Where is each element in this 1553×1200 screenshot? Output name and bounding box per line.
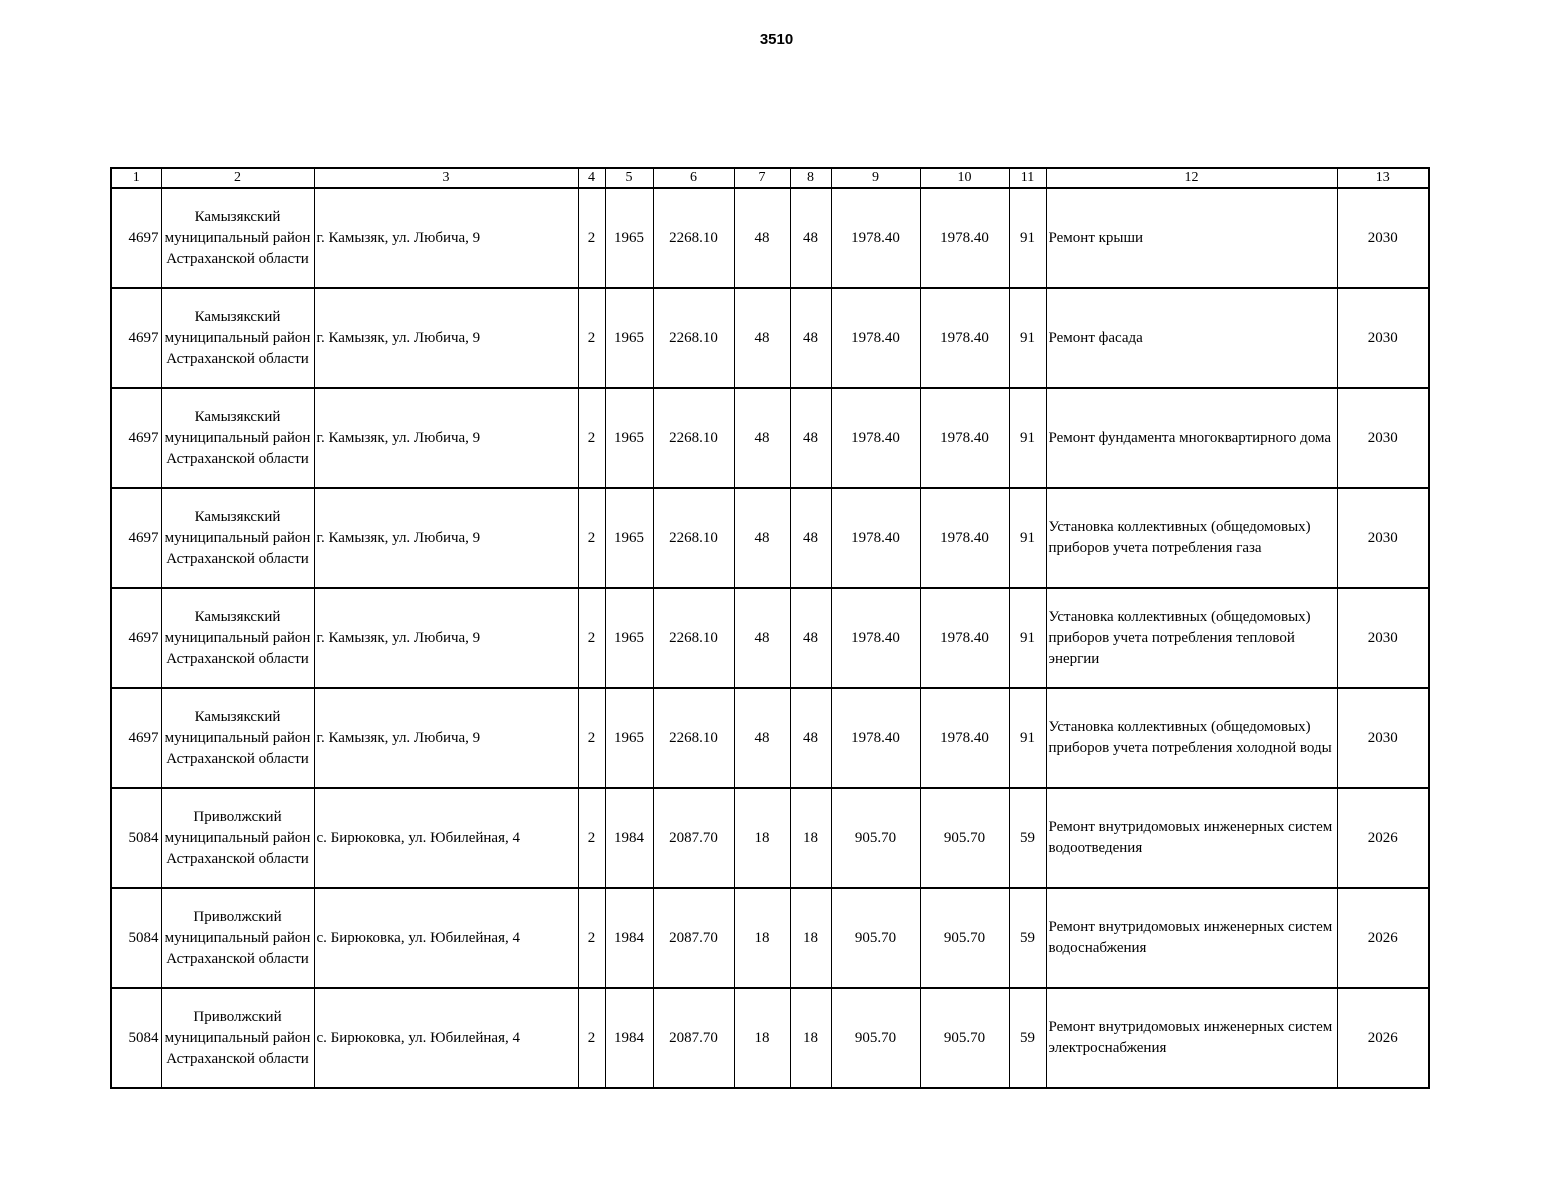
header-row xyxy=(111,168,1429,188)
municipality-cell: Камызякский муниципальный район Астраханской области xyxy=(161,188,314,288)
year-built-cell: 1965 xyxy=(605,588,653,688)
apartments-cell: 59 xyxy=(1009,988,1046,1088)
planned-year-cell: 2030 xyxy=(1337,188,1429,288)
residents-b-cell: 48 xyxy=(790,488,831,588)
page-number: 3510 xyxy=(759,31,794,48)
floors-cell: 2 xyxy=(578,288,605,388)
planned-year-cell: 2026 xyxy=(1337,788,1429,888)
area-a-cell: 1978.40 xyxy=(831,288,920,388)
address-cell: г. Камызяк, ул. Любича, 9 xyxy=(314,588,578,688)
floors-cell: 2 xyxy=(578,388,605,488)
area-a-cell: 905.70 xyxy=(831,888,920,988)
area-a-cell: 1978.40 xyxy=(831,688,920,788)
residents-b-cell: 48 xyxy=(790,188,831,288)
table-row xyxy=(111,288,1429,388)
apartments-cell: 91 xyxy=(1009,588,1046,688)
total-area-cell: 2268.10 xyxy=(653,388,734,488)
work-type-cell: Установка коллективных (общедомовых) приборов учета потребления газа xyxy=(1046,488,1337,588)
residents-a-cell: 48 xyxy=(734,288,790,388)
floors-cell: 2 xyxy=(578,988,605,1088)
area-b-cell: 1978.40 xyxy=(920,388,1009,488)
object-id-cell: 5084 xyxy=(111,788,161,888)
header-cell: 8 xyxy=(790,168,831,188)
header-cell: 4 xyxy=(578,168,605,188)
planned-year-cell: 2030 xyxy=(1337,488,1429,588)
total-area-cell: 2268.10 xyxy=(653,488,734,588)
total-area-cell: 2087.70 xyxy=(653,988,734,1088)
area-b-cell: 1978.40 xyxy=(920,488,1009,588)
municipality-cell: Камызякский муниципальный район Астраханской области xyxy=(161,288,314,388)
header-cell: 5 xyxy=(605,168,653,188)
address-cell: г. Камызяк, ул. Любича, 9 xyxy=(314,188,578,288)
residents-a-cell: 18 xyxy=(734,988,790,1088)
year-built-cell: 1965 xyxy=(605,388,653,488)
residents-a-cell: 18 xyxy=(734,788,790,888)
planned-year-cell: 2026 xyxy=(1337,988,1429,1088)
area-b-cell: 905.70 xyxy=(920,888,1009,988)
area-a-cell: 905.70 xyxy=(831,988,920,1088)
data-table xyxy=(110,167,1430,1089)
floors-cell: 2 xyxy=(578,688,605,788)
apartments-cell: 59 xyxy=(1009,788,1046,888)
total-area-cell: 2268.10 xyxy=(653,688,734,788)
table-row xyxy=(111,688,1429,788)
planned-year-cell: 2030 xyxy=(1337,388,1429,488)
municipality-cell: Приволжский муниципальный район Астраханской области xyxy=(161,788,314,888)
header-cell: 10 xyxy=(920,168,1009,188)
address-cell: г. Камызяк, ул. Любича, 9 xyxy=(314,488,578,588)
work-type-cell: Ремонт внутридомовых инженерных систем водоснабжения xyxy=(1046,888,1337,988)
residents-b-cell: 48 xyxy=(790,588,831,688)
municipality-cell: Камызякский муниципальный район Астраханской области xyxy=(161,388,314,488)
residents-a-cell: 48 xyxy=(734,488,790,588)
work-type-cell: Ремонт внутридомовых инженерных систем водоотведения xyxy=(1046,788,1337,888)
residents-b-cell: 18 xyxy=(790,888,831,988)
residents-b-cell: 48 xyxy=(790,288,831,388)
residents-b-cell: 18 xyxy=(790,788,831,888)
year-built-cell: 1984 xyxy=(605,788,653,888)
object-id-cell: 4697 xyxy=(111,488,161,588)
header-cell: 12 xyxy=(1046,168,1337,188)
year-built-cell: 1965 xyxy=(605,188,653,288)
address-cell: с. Бирюковка, ул. Юбилейная, 4 xyxy=(314,988,578,1088)
municipality-cell: Камызякский муниципальный район Астраханской области xyxy=(161,488,314,588)
object-id-cell: 5084 xyxy=(111,888,161,988)
object-id-cell: 4697 xyxy=(111,688,161,788)
table-row xyxy=(111,988,1429,1088)
apartments-cell: 91 xyxy=(1009,688,1046,788)
floors-cell: 2 xyxy=(578,788,605,888)
work-type-cell: Ремонт фасада xyxy=(1046,288,1337,388)
table-row xyxy=(111,588,1429,688)
floors-cell: 2 xyxy=(578,888,605,988)
apartments-cell: 91 xyxy=(1009,388,1046,488)
total-area-cell: 2087.70 xyxy=(653,888,734,988)
residents-a-cell: 18 xyxy=(734,888,790,988)
year-built-cell: 1965 xyxy=(605,488,653,588)
table-row xyxy=(111,788,1429,888)
floors-cell: 2 xyxy=(578,588,605,688)
year-built-cell: 1965 xyxy=(605,288,653,388)
planned-year-cell: 2026 xyxy=(1337,888,1429,988)
header-cell: 1 xyxy=(111,168,161,188)
residents-a-cell: 48 xyxy=(734,188,790,288)
municipality-cell: Камызякский муниципальный район Астраханской области xyxy=(161,588,314,688)
residents-a-cell: 48 xyxy=(734,588,790,688)
municipality-cell: Приволжский муниципальный район Астраханской области xyxy=(161,888,314,988)
area-b-cell: 1978.40 xyxy=(920,588,1009,688)
floors-cell: 2 xyxy=(578,188,605,288)
table-row xyxy=(111,488,1429,588)
address-cell: с. Бирюковка, ул. Юбилейная, 4 xyxy=(314,888,578,988)
header-cell: 3 xyxy=(314,168,578,188)
residents-b-cell: 48 xyxy=(790,688,831,788)
apartments-cell: 91 xyxy=(1009,288,1046,388)
area-a-cell: 1978.40 xyxy=(831,588,920,688)
area-b-cell: 1978.40 xyxy=(920,288,1009,388)
object-id-cell: 4697 xyxy=(111,588,161,688)
total-area-cell: 2268.10 xyxy=(653,188,734,288)
area-b-cell: 905.70 xyxy=(920,988,1009,1088)
work-type-cell: Ремонт внутридомовых инженерных систем электроснабжения xyxy=(1046,988,1337,1088)
area-a-cell: 905.70 xyxy=(831,788,920,888)
address-cell: г. Камызяк, ул. Любича, 9 xyxy=(314,388,578,488)
planned-year-cell: 2030 xyxy=(1337,688,1429,788)
residents-a-cell: 48 xyxy=(734,688,790,788)
table-row xyxy=(111,888,1429,988)
address-cell: г. Камызяк, ул. Любича, 9 xyxy=(314,288,578,388)
header-cell: 13 xyxy=(1337,168,1429,188)
header-cell: 7 xyxy=(734,168,790,188)
apartments-cell: 91 xyxy=(1009,488,1046,588)
residents-a-cell: 48 xyxy=(734,388,790,488)
floors-cell: 2 xyxy=(578,488,605,588)
total-area-cell: 2268.10 xyxy=(653,588,734,688)
area-b-cell: 905.70 xyxy=(920,788,1009,888)
object-id-cell: 4697 xyxy=(111,388,161,488)
residents-b-cell: 48 xyxy=(790,388,831,488)
table-row xyxy=(111,188,1429,288)
object-id-cell: 5084 xyxy=(111,988,161,1088)
header-cell: 6 xyxy=(653,168,734,188)
header-cell: 11 xyxy=(1009,168,1046,188)
work-type-cell: Установка коллективных (общедомовых) приборов учета потребления тепловой энергии xyxy=(1046,588,1337,688)
header-cell: 9 xyxy=(831,168,920,188)
address-cell: г. Камызяк, ул. Любича, 9 xyxy=(314,688,578,788)
area-b-cell: 1978.40 xyxy=(920,188,1009,288)
area-a-cell: 1978.40 xyxy=(831,188,920,288)
total-area-cell: 2087.70 xyxy=(653,788,734,888)
area-a-cell: 1978.40 xyxy=(831,488,920,588)
table-row xyxy=(111,388,1429,488)
planned-year-cell: 2030 xyxy=(1337,588,1429,688)
municipality-cell: Камызякский муниципальный район Астраханской области xyxy=(161,688,314,788)
area-b-cell: 1978.40 xyxy=(920,688,1009,788)
municipality-cell: Приволжский муниципальный район Астраханской области xyxy=(161,988,314,1088)
residents-b-cell: 18 xyxy=(790,988,831,1088)
work-type-cell: Установка коллективных (общедомовых) приборов учета потребления холодной воды xyxy=(1046,688,1337,788)
year-built-cell: 1965 xyxy=(605,688,653,788)
header-cell: 2 xyxy=(161,168,314,188)
work-type-cell: Ремонт крыши xyxy=(1046,188,1337,288)
total-area-cell: 2268.10 xyxy=(653,288,734,388)
area-a-cell: 1978.40 xyxy=(831,388,920,488)
year-built-cell: 1984 xyxy=(605,888,653,988)
year-built-cell: 1984 xyxy=(605,988,653,1088)
object-id-cell: 4697 xyxy=(111,188,161,288)
work-type-cell: Ремонт фундамента многоквартирного дома xyxy=(1046,388,1337,488)
planned-year-cell: 2030 xyxy=(1337,288,1429,388)
address-cell: с. Бирюковка, ул. Юбилейная, 4 xyxy=(314,788,578,888)
apartments-cell: 59 xyxy=(1009,888,1046,988)
object-id-cell: 4697 xyxy=(111,288,161,388)
apartments-cell: 91 xyxy=(1009,188,1046,288)
